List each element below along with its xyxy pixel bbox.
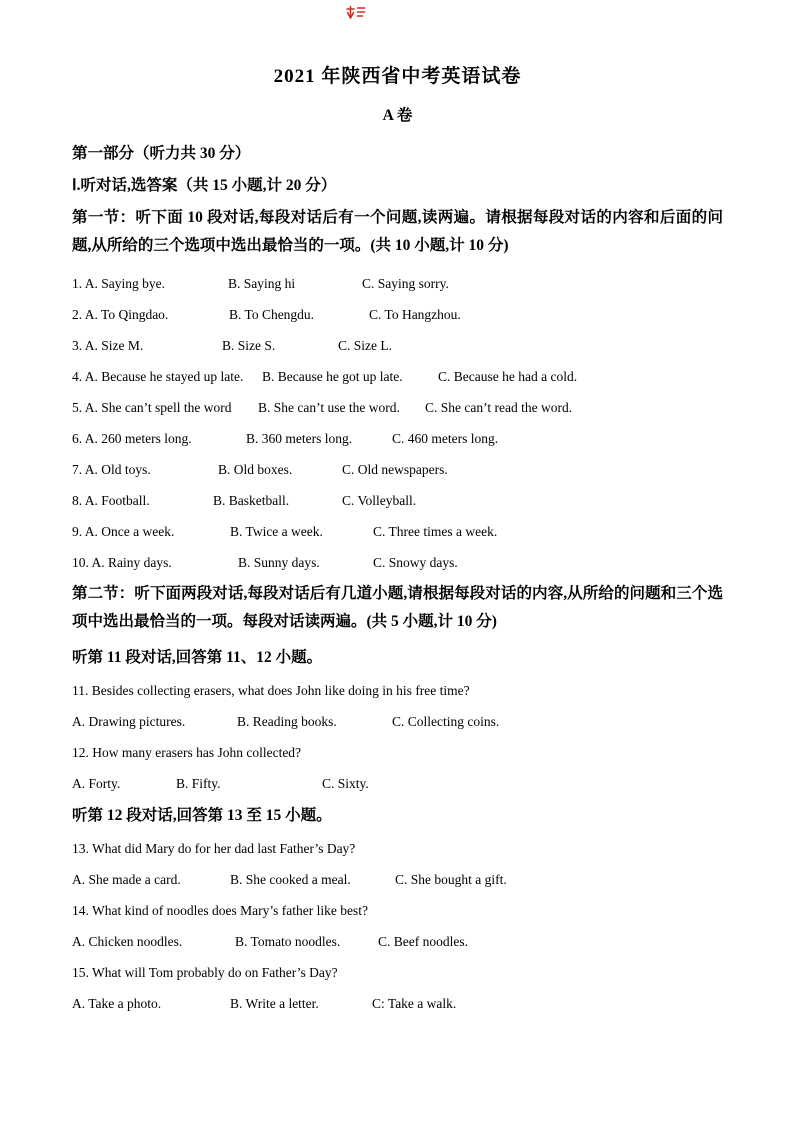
- listen-dialog-11-heading: 听第 11 段对话,回答第 11、12 小题。: [72, 649, 323, 666]
- question-row-9: [72, 516, 723, 547]
- red-stamp-icon: [345, 5, 367, 23]
- question-13-options: [72, 864, 723, 895]
- q12-option-a: A. Forty.: [72, 776, 121, 791]
- question-15-stem: 15. What will Tom probably do on Father’s Day?: [72, 965, 338, 980]
- questions-11-12: [72, 675, 723, 799]
- q3-option-c: C. Size L.: [338, 338, 392, 353]
- q8-option-a: 8. A. Football.: [72, 493, 150, 508]
- q7-option-c: C. Old newspapers.: [342, 462, 448, 477]
- q5-option-b: B. She can’t use the word.: [258, 400, 400, 415]
- question-row-6: [72, 423, 723, 454]
- question-row-1: [72, 268, 723, 299]
- q13-option-b: B. She cooked a meal.: [230, 872, 351, 887]
- q6-option-c: C. 460 meters long.: [392, 431, 499, 446]
- question-row-10: [72, 547, 723, 578]
- q4-option-a: 4. A. Because he stayed up late.: [72, 369, 244, 384]
- q8-option-c: C. Volleyball.: [342, 493, 417, 508]
- q5-option-a: 5. A. She can’t spell the word: [72, 400, 232, 415]
- question-row-2: [72, 299, 723, 330]
- q9-option-b: B. Twice a week.: [230, 524, 323, 539]
- q1-option-b: B. Saying hi: [228, 276, 296, 291]
- q12-option-b: B. Fifty.: [176, 776, 221, 791]
- question-11-options: [72, 706, 723, 737]
- q11-option-a: A. Drawing pictures.: [72, 714, 186, 729]
- question-row-8: [72, 485, 723, 516]
- node2-instructions: 第二节：听下面两段对话,每段对话后有几道小题,请根据每段对话的内容,从所给的问题和三个选项中选出最恰当的一项。每段对话读两遍。(共 5 小题,计 10 分): [72, 585, 723, 630]
- question-12-stem: 12. How many erasers has John collected?: [72, 745, 302, 760]
- q8-option-b: B. Basketball.: [213, 493, 290, 508]
- question-15-options: [72, 988, 723, 1019]
- q6-option-b: B. 360 meters long.: [246, 431, 353, 446]
- question-row-3: [72, 330, 723, 361]
- q4-option-c: C. Because he had a cold.: [438, 369, 578, 384]
- question-row-4: [72, 361, 723, 392]
- q3-option-a: 3. A. Size M.: [72, 338, 144, 353]
- question-row-5: [72, 392, 723, 423]
- q9-option-a: 9. A. Once a week.: [72, 524, 175, 539]
- q15-option-c: C: Take a walk.: [372, 996, 457, 1011]
- q12-option-c: C. Sixty.: [322, 776, 369, 791]
- question-13-stem: 13. What did Mary do for her dad last Father’s Day?: [72, 841, 356, 856]
- question-11-stem: 11. Besides collecting erasers, what does John like doing in his free time?: [72, 683, 470, 698]
- listen-dialog-12-heading: 听第 12 段对话,回答第 13 至 15 小题。: [72, 807, 332, 824]
- q10-option-b: B. Sunny days.: [238, 555, 320, 570]
- section1-heading: Ⅰ.听对话,选答案（共 15 小题,计 20 分）: [72, 177, 337, 194]
- q2-option-a: 2. A. To Qingdao.: [72, 307, 169, 322]
- q15-option-a: A. Take a photo.: [72, 996, 162, 1011]
- q3-option-b: B. Size S.: [222, 338, 276, 353]
- q7-option-b: B. Old boxes.: [218, 462, 293, 477]
- question-12-options: [72, 768, 723, 799]
- q9-option-c: C. Three times a week.: [373, 524, 498, 539]
- q2-option-b: B. To Chengdu.: [229, 307, 315, 322]
- q13-option-a: A. She made a card.: [72, 872, 181, 887]
- q5-option-c: C. She can’t read the word.: [425, 400, 573, 415]
- q10-option-c: C. Snowy days.: [373, 555, 458, 570]
- part1-heading: 第一部分（听力共 30 分）: [72, 145, 251, 162]
- q7-option-a: 7. A. Old toys.: [72, 462, 151, 477]
- page-title: 2021 年陕西省中考英语试卷: [273, 66, 522, 87]
- q1-option-a: 1. A. Saying bye.: [72, 276, 165, 291]
- q11-option-c: C. Collecting coins.: [392, 714, 500, 729]
- q14-option-c: C. Beef noodles.: [378, 934, 468, 949]
- question-row-7: [72, 454, 723, 485]
- q11-option-b: B. Reading books.: [237, 714, 337, 729]
- q4-option-b: B. Because he got up late.: [262, 369, 403, 384]
- q2-option-c: C. To Hangzhou.: [369, 307, 461, 322]
- questions-1-10: [72, 268, 723, 578]
- q13-option-c: C. She bought a gift.: [395, 872, 507, 887]
- question-14-options: [72, 926, 723, 957]
- q10-option-a: 10. A. Rainy days.: [72, 555, 172, 570]
- q1-option-c: C. Saying sorry.: [362, 276, 449, 291]
- q15-option-b: B. Write a letter.: [230, 996, 319, 1011]
- q6-option-a: 6. A. 260 meters long.: [72, 431, 192, 446]
- volume-heading: A 卷: [382, 107, 413, 124]
- q14-option-b: B. Tomato noodles.: [235, 934, 341, 949]
- questions-13-15: [72, 833, 723, 1019]
- node1-instructions: 第一节：听下面 10 段对话,每段对话后有一个问题,读两遍。请根据每段对话的内容和后面的问题,从所给的三个选项中选出最恰当的一项。(共 10 小题,计 10 分): [72, 209, 723, 254]
- q14-option-a: A. Chicken noodles.: [72, 934, 183, 949]
- question-14-stem: 14. What kind of noodles does Mary’s father like best?: [72, 903, 368, 918]
